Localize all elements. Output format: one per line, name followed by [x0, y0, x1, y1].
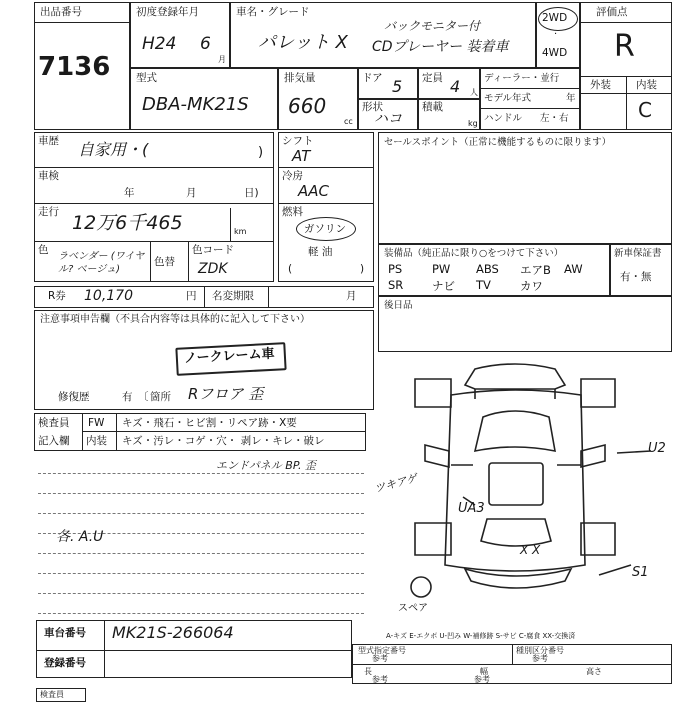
equipment-item: TV — [476, 278, 491, 292]
fw-label: FW — [88, 417, 105, 429]
remark-line — [38, 613, 364, 614]
car-name-label: 車名・グレード — [236, 6, 310, 18]
drive-2wd: 2WD — [542, 12, 568, 24]
repair-label: 修復歴 — [58, 391, 90, 403]
int-value: C — [638, 98, 652, 122]
rating-value: R — [614, 29, 635, 64]
mark-xx: X X — [520, 543, 541, 557]
fuel-paren-open: ( — [288, 263, 293, 275]
equipment-item: SR — [388, 278, 404, 292]
mileage-value: 12万6千465 — [72, 212, 183, 234]
ref-2: 参考 — [532, 654, 548, 663]
handle-opts: 左・右 — [540, 113, 569, 124]
drive-4wd: 4WD — [542, 47, 568, 59]
rating-label: 評価点 — [596, 6, 628, 18]
ref-1: 参考 — [372, 654, 388, 663]
no-claim-text: ノークレーム車 — [183, 346, 275, 367]
doors-value: 5 — [392, 77, 403, 96]
sales-point-box — [378, 132, 672, 244]
lot-number: 7136 — [38, 52, 111, 82]
model-year-label: モデル年式 — [484, 93, 532, 104]
remark-line-1: エンドパネル BP. 歪 — [216, 459, 316, 472]
ext-label: 外装 — [590, 79, 611, 91]
km-unit: km — [234, 227, 247, 236]
notes-label: 注意事項申告欄（不具合内容等は具体的に記入して下さい） — [40, 314, 310, 325]
displacement-value: 660 — [288, 94, 327, 118]
car-note-2: CDプレーヤー 装着車 — [372, 39, 509, 55]
int-label: 内装 — [636, 79, 657, 91]
load-label: 積載 — [422, 101, 443, 113]
shift-value: AT — [292, 147, 311, 165]
width-label: 幅 — [480, 667, 488, 676]
chassis-label: 車台番号 — [44, 627, 86, 639]
model-year-unit: 年 — [566, 93, 576, 104]
mark-ua3: UA3 — [458, 501, 485, 516]
cc-unit: cc — [344, 117, 353, 126]
ref-4: 参考 — [474, 675, 490, 684]
shift-label: シフト — [282, 135, 314, 147]
doors-label: ドア — [362, 72, 383, 84]
first-reg-year: H24 — [142, 34, 177, 54]
bottom-inspector-label: 検査員 — [40, 690, 64, 699]
height-label: 高さ — [586, 667, 602, 676]
equipment-item: ABS — [476, 262, 499, 276]
shape-value: ハコ — [374, 111, 402, 127]
load-unit: kg — [468, 119, 478, 128]
equipment-item: ナビ — [432, 279, 455, 293]
chassis-value: MK21S-266064 — [112, 623, 234, 642]
repaint-label: 色替 — [154, 256, 175, 268]
fuel-paren-close: ) — [360, 263, 365, 275]
aircon-value: AAC — [298, 182, 329, 200]
shape-label: 形状 — [362, 101, 383, 113]
mark-tsukiage: ツキアゲ — [373, 471, 419, 496]
int-label-row: 内装 — [86, 435, 107, 447]
inspector-label-2: 記入欄 — [38, 435, 70, 447]
warranty-label: 新車保証書 — [614, 248, 662, 259]
warranty-value: 有・無 — [620, 271, 652, 283]
car-note-1: バックモニター付 — [384, 19, 481, 33]
int-items: キズ・汚レ・コゲ・穴・ 剥レ・キレ・破レ — [122, 435, 325, 447]
inspection-day: 日) — [244, 187, 259, 199]
capacity-unit: 人 — [470, 88, 478, 97]
first-reg-label: 初度登録年月 — [136, 6, 199, 18]
options-label: 後日品 — [384, 300, 413, 311]
inspection-month: 月 — [186, 187, 197, 199]
class-num-label: 種別区分番号 — [516, 646, 564, 655]
capacity-label: 定員 — [422, 72, 443, 84]
equipment-item: カワ — [520, 279, 543, 293]
color-value: ラベンダー (ワイヤル? ベージュ) — [58, 251, 145, 275]
color-label: 色 — [38, 244, 49, 256]
name-change-month: 月 — [346, 290, 357, 302]
fuel-light-oil: 軽 油 — [308, 246, 333, 258]
color-code-label: 色コード — [192, 244, 234, 256]
ref-3: 参考 — [372, 675, 388, 684]
inspector-label-1: 検査員 — [38, 417, 70, 429]
options-box — [378, 296, 672, 352]
history-label: 車歴 — [38, 135, 59, 147]
mark-s1: S1 — [632, 565, 649, 580]
mark-spare: スペア — [398, 603, 428, 614]
handle-label: ハンドル — [484, 113, 523, 124]
model-label: 型式 — [136, 72, 157, 84]
mileage-label: 走行 — [38, 206, 59, 218]
month-unit: 月 — [218, 55, 226, 64]
remark-line — [38, 513, 364, 514]
inspection-year: 年 — [124, 187, 135, 199]
history-close: ) — [258, 145, 264, 160]
remark-line — [38, 553, 364, 554]
first-reg-month: 6 — [200, 34, 211, 54]
fuel-label: 燃料 — [282, 206, 303, 218]
plate-label: 登録番号 — [44, 657, 86, 669]
lot-label: 出品番号 — [40, 6, 82, 18]
spec-num-label: 型式指定番号 — [358, 646, 406, 655]
repair-place: Rフロア 歪 — [188, 385, 264, 403]
equipment-item: エアB — [520, 263, 551, 277]
car-diagram — [405, 355, 665, 605]
repair-place-label: 箇所 — [150, 391, 171, 403]
recycle-label: R券 — [48, 290, 66, 302]
recycle-value: 10,170 — [84, 288, 133, 304]
repair-has: 有 — [122, 391, 133, 403]
remark-line — [38, 473, 364, 474]
color-code: ZDK — [198, 261, 228, 277]
equipment-grid — [384, 262, 606, 294]
inspection-label: 車検 — [38, 170, 59, 182]
remark-line-2: 各. A.U — [56, 529, 104, 545]
equipment-item: PS — [388, 262, 403, 276]
length-label: 長 — [364, 667, 372, 676]
capacity-value: 4 — [450, 77, 461, 96]
car-name: パレット X — [258, 32, 348, 53]
sales-point-label: セールスポイント（正常に機能するものに限ります） — [384, 137, 612, 148]
fuel-gas: ガソリン — [304, 223, 346, 235]
model-value: DBA-MK21S — [142, 94, 249, 115]
equipment-item: AW — [564, 262, 583, 276]
name-change-label: 名変期限 — [212, 290, 254, 302]
fw-items: キズ・飛石・ヒビ割・リペア跡・X要 — [122, 417, 297, 429]
equipment-item: PW — [432, 262, 451, 276]
legend: A-キズ E-エクボ U-凹み W-補修跡 S-サビ C-腐食 XX-交換済 — [386, 632, 576, 640]
dealer-label: ディーラー・並行 — [484, 73, 560, 84]
remark-line — [38, 573, 364, 574]
displacement-label: 排気量 — [284, 72, 316, 84]
aircon-label: 冷房 — [282, 170, 303, 182]
mark-u2: U2 — [648, 441, 666, 456]
history-value: 自家用・( — [78, 140, 149, 159]
remark-line — [38, 593, 364, 594]
recycle-unit: 円 — [186, 290, 197, 302]
equipment-label: 装備品（純正品に限り○をつけて下さい） — [384, 248, 564, 259]
remark-line — [38, 493, 364, 494]
